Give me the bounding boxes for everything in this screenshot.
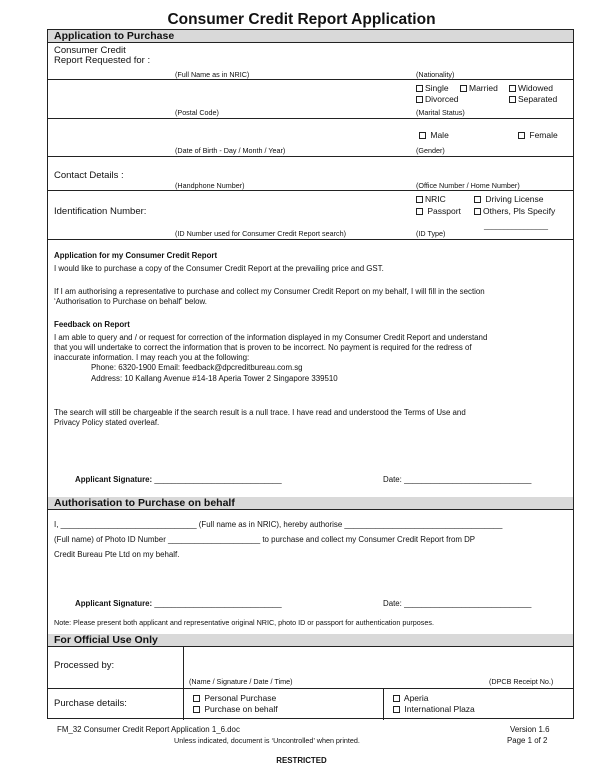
date-field[interactable] xyxy=(383,475,531,485)
applicant-signature-field[interactable] xyxy=(75,475,282,485)
contact-details-label: Contact Details : xyxy=(54,170,124,181)
personal-purchase-label: Personal Purchase xyxy=(204,693,277,703)
identification-number-label: Identification Number: xyxy=(54,206,147,217)
purchase-paragraph: I would like to purchase a copy of the Consumer Credit Report at the prevailing price and GST. xyxy=(54,264,384,273)
feedback-line-2: that you will undertake to correct the information that is proven to be incorrect. No payment is required for the redress of xyxy=(54,343,472,352)
feedback-line-1: I am able to query and / or request for correction of the information displayed in my Consumer Credit Report and understand xyxy=(54,333,488,342)
authentication-note: Note: Please present both applicant and representative original NRIC, photo ID or passport for authentication purposes. xyxy=(54,618,434,627)
nric-checkbox[interactable] xyxy=(416,194,446,204)
handphone-caption: (Handphone Number) xyxy=(175,181,245,190)
search-chargeable-line-1: The search will still be chargeable if the search result is a null trace. I have read and understood the Terms of Use and xyxy=(54,408,466,417)
married-checkbox[interactable] xyxy=(460,83,498,93)
section-header-official-use: For Official Use Only xyxy=(48,634,573,646)
signature-line: _____________________________ xyxy=(154,599,282,608)
representative-paragraph-1: If I am authorising a representative to purchase and collect my Consumer Credit Report on my behalf, I will fill in the section xyxy=(54,287,485,296)
date-label: Date: xyxy=(383,475,402,484)
receipt-caption: (DPCB Receipt No.) xyxy=(489,677,554,686)
aperia-checkbox[interactable] xyxy=(393,693,428,703)
divider xyxy=(48,190,573,191)
page-title: Consumer Credit Report Application xyxy=(167,11,436,28)
single-label: Single xyxy=(425,83,449,93)
column-divider xyxy=(183,646,184,720)
divorced-checkbox[interactable] xyxy=(416,94,459,104)
divider xyxy=(48,118,573,119)
others-specify-line: ________________ xyxy=(484,221,548,230)
purchase-on-behalf-label: Purchase on behalf xyxy=(204,704,278,714)
gender-caption: (Gender) xyxy=(416,146,445,155)
authorisation-signature-field[interactable] xyxy=(75,599,282,609)
aperia-label: Aperia xyxy=(403,693,429,703)
others-label: Others, Pls Specify xyxy=(483,206,556,216)
divider xyxy=(48,646,573,647)
widowed-checkbox[interactable] xyxy=(509,83,553,93)
separated-checkbox[interactable] xyxy=(509,94,557,104)
single-checkbox[interactable] xyxy=(416,83,449,93)
male-label: Male xyxy=(430,130,449,140)
processed-by-label: Processed by: xyxy=(54,660,115,671)
uncontrolled-note: Unless indicated, document is ‘Uncontrolled’ when printed. xyxy=(174,736,360,745)
search-chargeable-line-2: Privacy Policy stated overleaf. xyxy=(54,418,160,427)
divider xyxy=(48,688,573,689)
widowed-label: Widowed xyxy=(518,83,553,93)
id-number-caption: (ID Number used for Consumer Credit Report search) xyxy=(175,229,346,238)
signature-line: _____________________________ xyxy=(154,475,282,484)
date-line: _____________________________ xyxy=(404,599,532,608)
document-name: FM_32 Consumer Credit Report Application 1_6.doc xyxy=(57,725,240,734)
female-checkbox[interactable] xyxy=(518,130,558,140)
others-checkbox[interactable] xyxy=(474,206,555,216)
divider xyxy=(48,509,573,510)
report-requested-label-2: Report Requested for : xyxy=(54,55,151,66)
female-label: Female xyxy=(529,130,558,140)
feedback-line-3: inaccurate information. I may reach you at the following: xyxy=(54,353,250,362)
date-line: _____________________________ xyxy=(404,475,532,484)
authorisation-date-field[interactable] xyxy=(383,599,531,609)
column-divider xyxy=(383,688,384,720)
purchase-details-label: Purchase details: xyxy=(54,698,127,709)
dob-caption: (Date of Birth - Day / Month / Year) xyxy=(175,146,286,155)
section-header-authorisation: Authorisation to Purchase on behalf xyxy=(48,497,573,509)
divorced-label: Divorced xyxy=(425,94,459,104)
driving-license-label: Driving License xyxy=(485,194,544,204)
passport-checkbox[interactable] xyxy=(416,206,461,216)
international-plaza-label: International Plaza xyxy=(404,704,475,714)
authorisation-line-3: Credit Bureau Pte Ltd on my behalf. xyxy=(54,550,180,559)
international-plaza-checkbox[interactable] xyxy=(393,704,475,714)
id-type-caption: (ID Type) xyxy=(416,229,446,238)
application-form xyxy=(47,29,574,719)
purchase-on-behalf-checkbox[interactable] xyxy=(193,704,278,714)
office-number-caption: (Office Number / Home Number) xyxy=(416,181,520,190)
application-heading: Application for my Consumer Credit Report xyxy=(54,251,218,260)
married-label: Married xyxy=(469,83,498,93)
driving-license-checkbox[interactable] xyxy=(474,194,544,204)
restricted-label: RESTRICTED xyxy=(276,756,327,765)
nationality-caption: (Nationality) xyxy=(416,70,455,79)
feedback-heading: Feedback on Report xyxy=(54,320,130,329)
section-header-application: Application to Purchase xyxy=(48,30,573,42)
divider xyxy=(48,79,573,80)
divider xyxy=(48,156,573,157)
signature-label: Applicant Signature: xyxy=(75,599,153,608)
male-checkbox[interactable] xyxy=(419,130,449,140)
address-line: Address: 10 Kallang Avenue #14-18 Aperia Tower 2 Singapore 339510 xyxy=(91,374,338,383)
nric-label: NRIC xyxy=(425,194,446,204)
version-label: Version 1.6 xyxy=(510,725,550,734)
separated-label: Separated xyxy=(518,94,558,104)
personal-purchase-checkbox[interactable] xyxy=(193,693,276,703)
authorisation-line-2: (Full name) of Photo ID Number _____________________ to purchase and collect my Consumer Credit Report from DP xyxy=(54,535,476,544)
passport-label: Passport xyxy=(427,206,461,216)
marital-status-caption: (Marital Status) xyxy=(416,108,465,117)
page-number: Page 1 of 2 xyxy=(507,736,548,745)
date-label: Date: xyxy=(383,599,402,608)
processed-caption: (Name / Signature / Date / Time) xyxy=(189,677,293,686)
representative-paragraph-2: ‘Authorisation to Purchase on behalf’ below. xyxy=(54,297,207,306)
full-name-caption: (Full Name as in NRIC) xyxy=(175,70,250,79)
phone-email-line: Phone: 6320-1900 Email: feedback@dpcreditbureau.com.sg xyxy=(91,363,303,372)
divider xyxy=(48,239,573,240)
divider xyxy=(48,42,573,43)
authorisation-line-1: I, _______________________________ (Full name as in NRIC), hereby authorise ____________________________________ xyxy=(54,520,503,529)
report-requested-label-1: Consumer Credit xyxy=(54,45,126,56)
signature-label: Applicant Signature: xyxy=(75,475,153,484)
postal-code-caption: (Postal Code) xyxy=(175,108,219,117)
